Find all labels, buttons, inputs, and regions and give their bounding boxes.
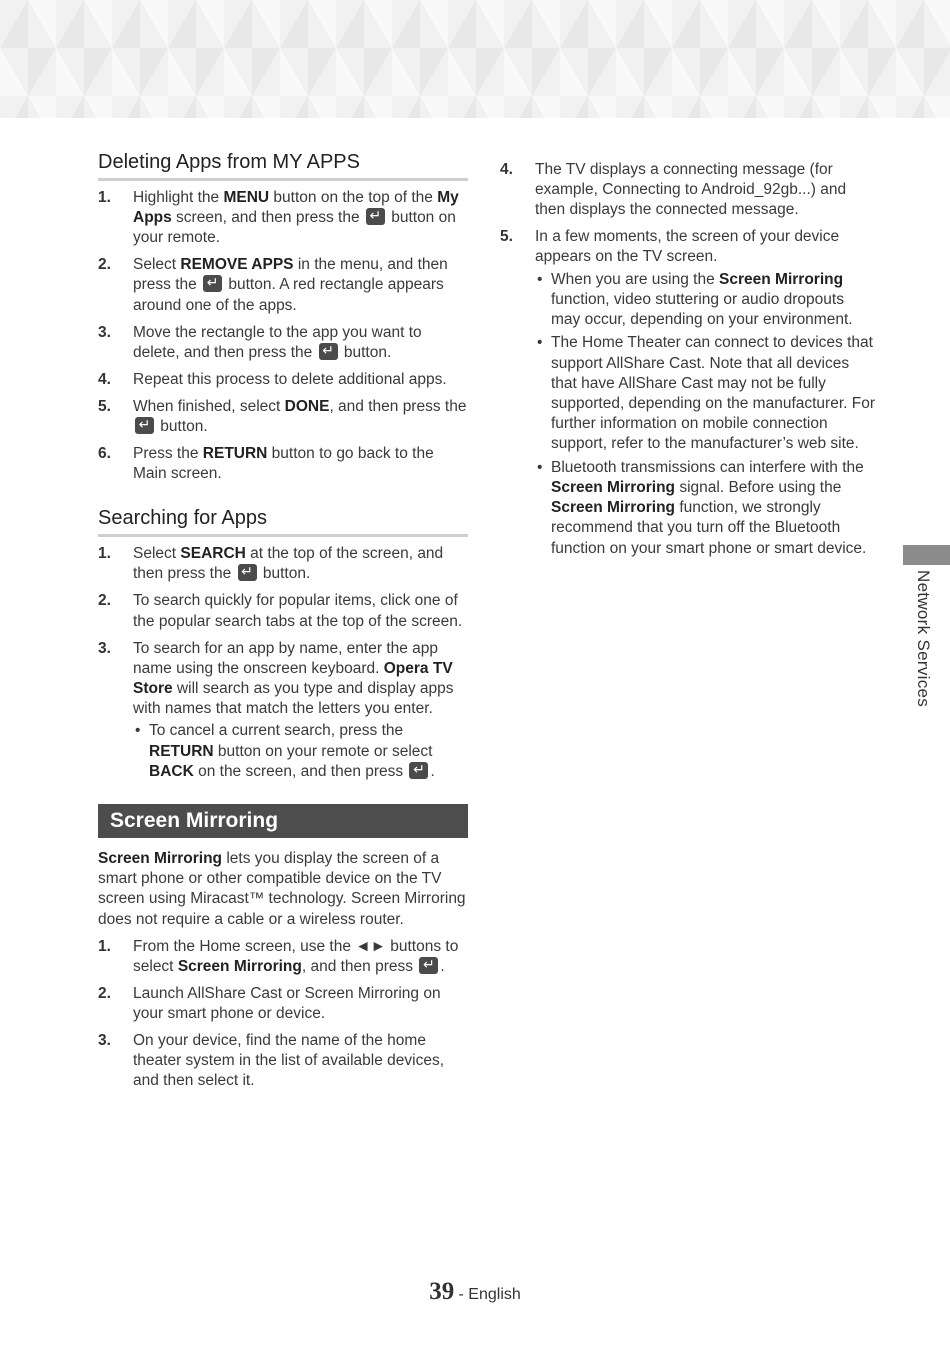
step-text xyxy=(133,324,422,361)
chapter-side-label: Network Services xyxy=(914,570,933,708)
bold-term: RETURN xyxy=(202,445,268,463)
step-number: 2. xyxy=(98,592,111,610)
text-run: Select xyxy=(133,545,181,563)
text-run: in the menu, and then press the xyxy=(133,256,448,294)
text-run: button to go back to the Main screen. xyxy=(133,445,434,483)
step-item xyxy=(98,323,468,363)
step-text xyxy=(133,640,454,718)
text-run: at the top of the screen, and then press the xyxy=(133,545,444,583)
step-number: 4. xyxy=(98,370,111,388)
section-title-searching-apps: Searching for Apps xyxy=(98,506,468,537)
step-item xyxy=(98,544,468,584)
step-number: 4. xyxy=(500,160,513,178)
step-number: 2. xyxy=(98,256,111,274)
text-run: Select xyxy=(133,256,181,274)
note-item xyxy=(535,270,875,331)
text-run: Press the xyxy=(133,445,203,463)
page-footer xyxy=(0,1278,950,1305)
text-run: The TV displays a connecting message (for example, Connecting to Android_92gb...) and then displays the connected message. xyxy=(535,160,847,219)
step-item xyxy=(98,937,468,977)
bold-term: Screen Mirroring xyxy=(551,479,676,497)
step-text xyxy=(133,592,462,629)
right-column xyxy=(500,153,875,562)
bold-term: Screen Mirroring xyxy=(551,499,676,517)
note-item xyxy=(535,333,875,454)
text-run: button on your remote or select xyxy=(213,742,433,760)
note-list xyxy=(133,721,468,782)
screen-mirroring-steps xyxy=(98,937,468,1092)
bold-term: REMOVE APPS xyxy=(180,256,294,274)
text-run: Launch AllShare Cast or Screen Mirroring on your smart phone or device. xyxy=(133,984,441,1023)
step-text xyxy=(133,545,443,582)
enter-button-icon xyxy=(409,762,428,779)
bold-term: My Apps xyxy=(133,188,459,226)
text-run: The Home Theater can connect to devices that support AllShare Cast. Note that all devices that have AllShare Cast may not be fully supported, depending on the manufacturer. For further information on mobile connection support, refer to the manufacturer’s web site. xyxy=(551,334,875,453)
bold-term: SEARCH xyxy=(180,545,246,563)
text-run: Move the rectangle to the app you want to delete, and then press the xyxy=(133,323,422,361)
step-text xyxy=(133,371,447,388)
text-run: on the screen, and then press xyxy=(193,762,408,780)
bold-term: Screen Mirroring xyxy=(177,957,302,975)
text-run: function, video stuttering or audio dropouts may occur, depending on your environment. xyxy=(551,290,853,329)
bold-term: RETURN xyxy=(149,742,214,760)
text-run: button. A red rectangle appears around one of the apps. xyxy=(133,276,444,314)
text-run: When you are using the xyxy=(551,270,720,288)
step-text xyxy=(133,985,441,1022)
step-text xyxy=(133,189,459,246)
enter-button-icon xyxy=(419,957,438,974)
step-item xyxy=(98,370,468,390)
step-number: 1. xyxy=(98,937,111,955)
text-run: button. xyxy=(258,565,311,583)
bold-term: DONE xyxy=(284,397,330,415)
step-text xyxy=(133,256,448,313)
text-run: function, we strongly recommend that you turn off the Bluetooth function on your smart phone or smart device. xyxy=(551,499,867,557)
screen-mirroring-steps-continued xyxy=(500,160,875,559)
step-text xyxy=(133,445,434,482)
step-number: 1. xyxy=(98,188,111,206)
text-run: , and then press the xyxy=(329,397,467,415)
text-run: button on your remote. xyxy=(133,209,456,247)
text-run: screen, and then press the xyxy=(171,209,364,226)
searching-apps-steps xyxy=(98,544,468,782)
note-list xyxy=(535,270,875,559)
step-number: 3. xyxy=(98,323,111,341)
step-text xyxy=(133,938,458,975)
enter-button-icon xyxy=(366,208,385,225)
step-item xyxy=(98,188,468,249)
text-run: In a few moments, the screen of your device appears on the TV screen. xyxy=(535,228,840,266)
step-number: 3. xyxy=(98,1032,111,1050)
text-run: From the Home screen, use the ◄► buttons to select xyxy=(133,937,459,975)
text-run: lets you display the screen of a smart phone or other compatible device on the TV screen using Miracast™ technology. Screen Mirroring does not require a cable or a wireless router. xyxy=(98,850,466,928)
text-run: will search as you type and display apps with names that match the letters you enter. xyxy=(133,680,454,718)
bold-term: MENU xyxy=(223,188,270,206)
step-number: 2. xyxy=(98,984,111,1002)
bold-term: BACK xyxy=(149,762,194,780)
bold-term: Screen Mirroring xyxy=(98,850,223,868)
step-text xyxy=(133,398,466,435)
left-column xyxy=(98,150,468,1092)
step-item xyxy=(98,444,468,484)
section-title-deleting-apps: Deleting Apps from MY APPS xyxy=(98,150,468,181)
step-number: 5. xyxy=(98,397,111,415)
step-item xyxy=(98,591,468,631)
text-run: . xyxy=(430,762,435,780)
note-item xyxy=(535,458,875,559)
text-run: signal. Before using the xyxy=(675,479,842,497)
step-item xyxy=(500,227,875,559)
step-number: 3. xyxy=(98,639,111,657)
page-language: - English xyxy=(458,1286,521,1303)
step-text xyxy=(535,161,846,218)
step-number: 5. xyxy=(500,228,513,246)
step-item xyxy=(98,255,468,316)
screen-mirroring-intro xyxy=(98,849,468,930)
step-item xyxy=(98,984,468,1024)
step-item xyxy=(98,1031,468,1092)
text-run: . xyxy=(440,957,445,975)
step-number: 6. xyxy=(98,445,111,463)
bold-term: Screen Mirroring xyxy=(719,270,844,288)
enter-button-icon xyxy=(238,564,257,581)
header-pattern xyxy=(0,0,950,118)
text-run: Bluetooth transmissions can interfere with the xyxy=(551,458,864,476)
enter-button-icon xyxy=(319,343,338,360)
page-number: 39 xyxy=(429,1278,455,1305)
step-item xyxy=(500,160,875,221)
text-run: button. xyxy=(156,418,208,436)
bold-term: Opera TV Store xyxy=(133,659,453,698)
text-run: Highlight the xyxy=(133,188,224,206)
section-title-screen-mirroring: Screen Mirroring xyxy=(98,804,468,838)
step-text xyxy=(535,228,839,265)
note-item xyxy=(133,721,468,782)
text-run: On your device, find the name of the home theater system in the list of available devices, and then select it. xyxy=(133,1032,445,1090)
step-item xyxy=(98,397,468,437)
chapter-tab-marker xyxy=(903,545,950,565)
text-run: button. xyxy=(339,343,392,361)
text-run: To cancel a current search, press the xyxy=(149,722,404,740)
text-run: , and then press xyxy=(301,957,418,975)
enter-button-icon xyxy=(135,417,154,434)
step-number: 1. xyxy=(98,545,111,563)
enter-button-icon xyxy=(203,275,222,292)
text-run: To search quickly for popular items, click one of the popular search tabs at the top of the screen. xyxy=(133,592,463,630)
text-run: When finished, select xyxy=(133,397,285,415)
deleting-apps-steps xyxy=(98,188,468,485)
text-run: button on the top of the xyxy=(269,188,438,206)
step-item xyxy=(98,639,468,782)
text-run: To search for an app by name, enter the app name using the onscreen keyboard. xyxy=(133,639,439,677)
step-text xyxy=(133,1032,444,1089)
text-run: Repeat this process to delete additional apps. xyxy=(133,370,447,388)
